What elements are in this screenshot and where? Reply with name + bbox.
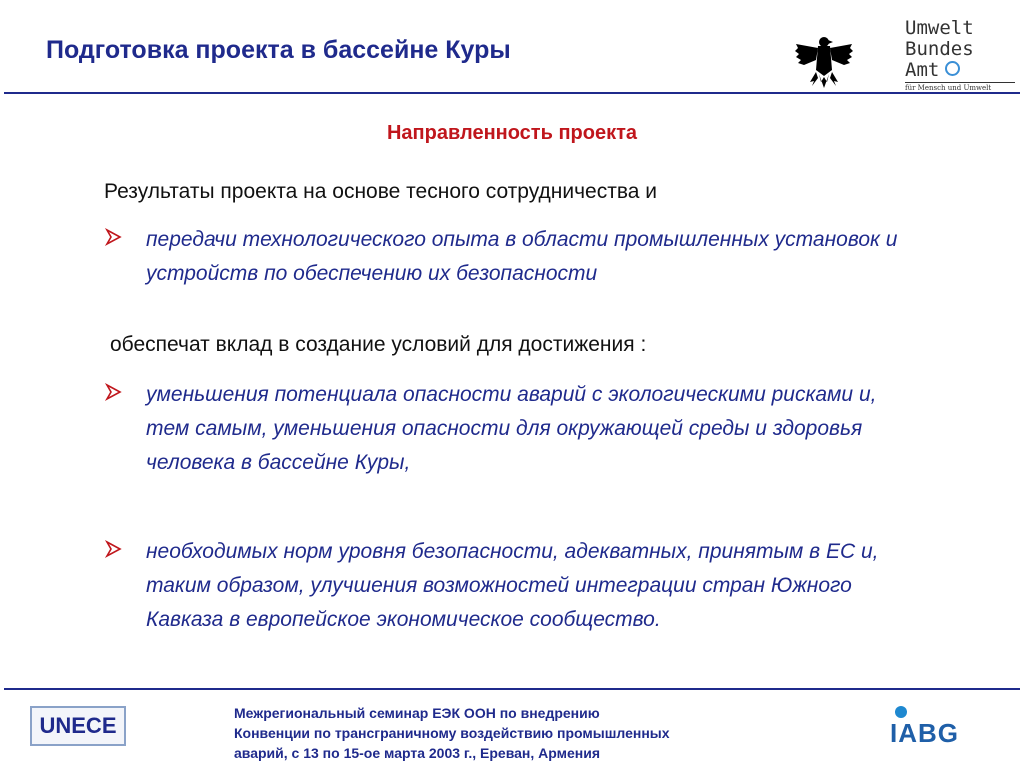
slide-title: Подготовка проекта в бассейне Куры xyxy=(46,36,511,64)
bullet-text: уменьшения потенциала опасности аварий с экологическими рисками и, тем самым, уменьшения опасности для окружающей среды и здоровья человека в бассейне Куры, xyxy=(146,383,877,474)
uba-logo-tagline: für Mensch und Umwelt xyxy=(905,82,1015,92)
footer-caption-line3: аварий, с 13 по 15-ое марта 2003 г., Ереван, Армения xyxy=(234,745,600,761)
uba-logo-line3-text: Amt xyxy=(905,59,940,81)
arrowhead-bullet-icon xyxy=(104,539,124,559)
federal-eagle-icon xyxy=(792,30,856,94)
footer-caption xyxy=(234,703,794,763)
intro-text: Результаты проекта на основе тесного сотрудничества и xyxy=(104,180,658,203)
unece-logo xyxy=(30,706,126,746)
section-heading: Направленность проекта xyxy=(386,122,638,144)
footer-caption-line1: Межрегиональный семинар ЕЭК ООН по внедрению xyxy=(234,705,600,721)
uba-logo-line1: Umwelt xyxy=(905,17,974,39)
middle-text: обеспечат вклад в создание условий для достижения : xyxy=(110,333,647,356)
arrowhead-bullet-icon xyxy=(104,227,124,247)
header-divider xyxy=(4,92,1020,94)
globe-icon xyxy=(945,61,960,76)
uba-logo xyxy=(905,18,1015,98)
iabg-dot xyxy=(895,706,907,718)
footer-divider xyxy=(4,688,1020,690)
footer-caption-line2: Конвенции по трансграничному воздействию промышленных xyxy=(234,725,670,741)
bullet-text: необходимых норм уровня безопасности, адекватных, принятым в ЕС и, таким образом, улучшения возможностей интеграции стран Южного Кавказа в европейское экономическое сообщество. xyxy=(146,540,879,631)
iabg-logo-text: IABG xyxy=(890,718,959,748)
uba-logo-line2: Bundes xyxy=(905,38,974,60)
unece-logo-text: UNECE xyxy=(39,713,117,738)
uba-logo-line3 xyxy=(905,60,1015,81)
iabg-logo xyxy=(888,700,998,748)
arrowhead-bullet-icon xyxy=(104,382,124,402)
bullet-text: передачи технологического опыта в области промышленных установок и устройств по обеспечению их безопасности xyxy=(146,228,898,285)
